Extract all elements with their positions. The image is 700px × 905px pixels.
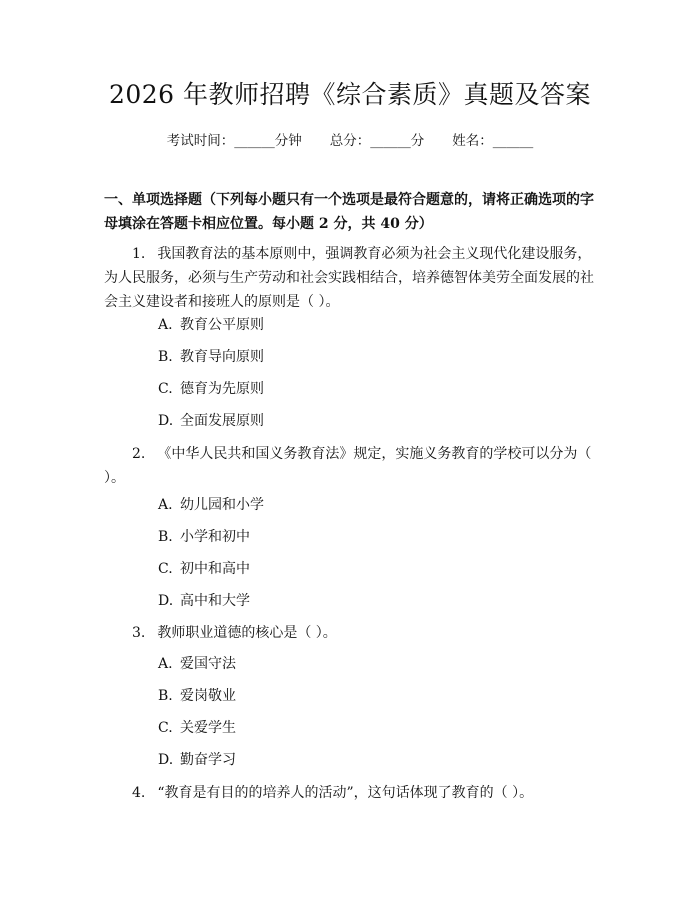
question-1-option-a: [158, 314, 264, 336]
question-2-option-b: [158, 526, 250, 548]
option-letter: A.: [158, 656, 173, 672]
exam-meta: [0, 131, 700, 151]
option-letter: C.: [158, 381, 173, 397]
question-1-option-d: [158, 410, 264, 432]
question-1-option-b: [158, 346, 264, 368]
question-2: [104, 442, 596, 490]
option-text: 幼儿园和小学: [180, 497, 264, 513]
question-3: [104, 621, 596, 645]
option-text: 德育为先原则: [180, 381, 264, 397]
question-number: 3.: [132, 625, 146, 641]
option-letter: C.: [158, 561, 173, 577]
section-heading: 一、单项选择题（下列每小题只有一个选项是最符合题意的，请将正确选项的字母填涂在答题卡相应位置。每小题 2 分，共 40 分）: [104, 192, 594, 232]
option-text: 全面发展原则: [180, 413, 264, 429]
option-letter: B.: [158, 349, 173, 365]
question-2-option-c: [158, 558, 250, 580]
question-number: 1.: [132, 246, 146, 262]
option-text: 教育公平原则: [180, 317, 264, 333]
question-2-option-d: [158, 590, 250, 612]
option-text: 爱国守法: [180, 656, 236, 672]
option-text: 关爱学生: [180, 720, 236, 736]
option-letter: A.: [158, 317, 173, 333]
total-score: 总分：______分: [329, 133, 425, 149]
option-letter: A.: [158, 497, 173, 513]
option-letter: B.: [158, 529, 173, 545]
exam-time: 考试时间：______分钟: [166, 133, 302, 149]
option-letter: D.: [158, 413, 174, 429]
question-3-option-a: [158, 653, 236, 675]
question-number: 2.: [132, 446, 146, 462]
question-text: 教师职业道德的核心是（ ）。: [157, 625, 337, 641]
option-text: 勤奋学习: [180, 752, 236, 768]
option-text: 小学和初中: [180, 529, 250, 545]
question-text: “教育是有目的的培养人的活动”，这句话体现了教育的（ ）。: [157, 785, 534, 801]
question-4: [104, 781, 596, 805]
option-text: 爱岗敬业: [180, 688, 236, 704]
candidate-name: 姓名：______: [452, 133, 534, 149]
option-text: 高中和大学: [180, 593, 250, 609]
question-1-option-c: [158, 378, 264, 400]
option-letter: B.: [158, 688, 173, 704]
question-3-option-d: [158, 749, 236, 771]
question-text: 我国教育法的基本原则中，强调教育必须为社会主义现代化建设服务，为人民服务，必须与生产劳动和社会实践相结合，培养德智体美劳全面发展的社会主义建设者和接班人的原则是（ ）。: [104, 246, 594, 310]
option-letter: C.: [158, 720, 173, 736]
option-text: 初中和高中: [180, 561, 250, 577]
question-3-option-c: [158, 717, 236, 739]
question-number: 4.: [132, 785, 146, 801]
option-text: 教育导向原则: [180, 349, 264, 365]
question-text: 《中华人民共和国义务教育法》规定，实施义务教育的学校可以分为（ ）。: [104, 446, 592, 486]
option-letter: D.: [158, 593, 174, 609]
question-2-option-a: [158, 494, 264, 516]
question-1: [104, 242, 596, 314]
document-title: 2026 年教师招聘《综合素质》真题及答案: [108, 80, 592, 109]
option-letter: D.: [158, 752, 174, 768]
question-3-option-b: [158, 685, 236, 707]
